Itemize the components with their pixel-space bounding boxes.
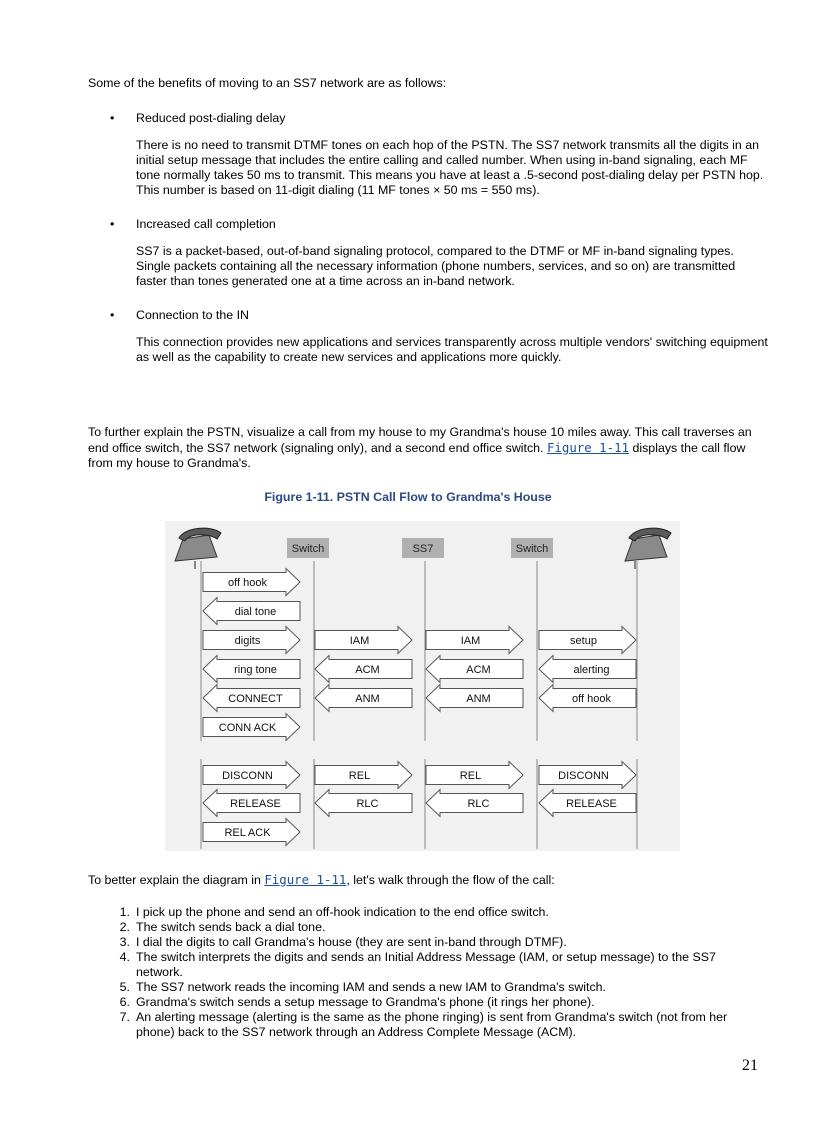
para2-text-after: displays the call flow from my house to Grandma's. bbox=[88, 441, 746, 470]
arrow-label: IAM bbox=[349, 635, 370, 647]
step-text: I pick up the phone and send an off-hook indication to the end office switch. bbox=[136, 905, 549, 919]
step-number: 4. bbox=[119, 950, 130, 964]
para3-text-after: , let's walk through the flow of the call: bbox=[346, 873, 555, 887]
call-flow-steps bbox=[88, 905, 760, 1040]
left-arrow bbox=[426, 685, 523, 712]
benefit-description: There is no need to transmit DTMF tones on each hop of the PSTN. The SS7 network transmits all the digits in an initial setup message that includes the entire calling and called number. When using in-band signaling, each MF tone normally takes 50 ms to transmit. This means you have at least a .5-second post-dialing delay per PSTN hop. This number is based on 11-digit dialing (11 MF tones × 50 ms = 550 ms). bbox=[136, 138, 764, 197]
left-arrow bbox=[203, 790, 300, 817]
left-arrow bbox=[203, 598, 300, 625]
page-number: 21 bbox=[742, 1057, 758, 1074]
step-text: An alerting message (alerting is the same as the phone ringing) is sent from Grandma's switch (not from her phone) back to the SS7 network through an Address Complete Message (ACM). bbox=[136, 1010, 728, 1039]
left-arrow bbox=[539, 656, 636, 683]
right-arrow bbox=[426, 627, 523, 654]
bullet: • bbox=[110, 217, 115, 231]
arrow-label: ACM bbox=[466, 664, 491, 676]
arrow-label: ANM bbox=[355, 693, 380, 705]
step-item bbox=[88, 905, 760, 920]
arrow-label: dial tone bbox=[234, 606, 277, 618]
arrow-label: REL ACK bbox=[224, 827, 271, 839]
arrow-label: ACM bbox=[355, 664, 380, 676]
arrow-label: REL bbox=[348, 770, 371, 782]
walkthrough-intro bbox=[88, 872, 768, 888]
benefit-description: This connection provides new applications and services transparently across multiple vendors' switching equipment as well as the capability to create new services and applications more quickly. bbox=[136, 335, 768, 364]
left-arrow bbox=[426, 790, 523, 817]
arrow-label: digits bbox=[234, 635, 261, 647]
left-arrow bbox=[203, 685, 300, 712]
bullet: • bbox=[110, 308, 115, 322]
explanation-paragraph bbox=[88, 425, 768, 471]
step-text: The SS7 network reads the incoming IAM and sends a new IAM to Grandma's switch. bbox=[136, 980, 606, 994]
benefit-title: Reduced post-dialing delay bbox=[136, 111, 286, 125]
benefit-title: Increased call completion bbox=[136, 217, 276, 231]
column-headers bbox=[287, 538, 553, 558]
header-switch-right: Switch bbox=[515, 543, 549, 555]
para3-text-before: To better explain the diagram in bbox=[88, 873, 265, 887]
benefit-title: Connection to the IN bbox=[136, 308, 249, 322]
right-arrow bbox=[426, 762, 523, 789]
benefit-item bbox=[88, 308, 768, 365]
figure-link[interactable]: Figure 1-11 bbox=[546, 440, 630, 455]
arrow-label: DISCONN bbox=[222, 770, 273, 782]
arrow-label: alerting bbox=[573, 664, 610, 676]
arrow-label: REL bbox=[459, 770, 482, 782]
right-arrow bbox=[203, 569, 300, 596]
left-arrow bbox=[539, 685, 636, 712]
step-number: 6. bbox=[119, 995, 130, 1009]
step-text: The switch sends back a dial tone. bbox=[136, 920, 326, 934]
left-arrow bbox=[203, 656, 300, 683]
right-arrow bbox=[539, 762, 636, 789]
left-arrow bbox=[315, 685, 412, 712]
left-arrow bbox=[539, 790, 636, 817]
step-item bbox=[88, 1010, 760, 1040]
step-item bbox=[88, 995, 760, 1010]
arrow-label: RELEASE bbox=[566, 798, 617, 810]
step-item bbox=[88, 980, 760, 995]
left-arrow bbox=[315, 790, 412, 817]
arrow-label: off hook bbox=[228, 577, 267, 589]
header-switch-left: Switch bbox=[291, 543, 325, 555]
arrow-label: CONNECT bbox=[228, 693, 283, 705]
left-arrow bbox=[426, 656, 523, 683]
para2-text-before: To further explain the PSTN, visualize a call from my house to my Grandma's house 10 miles away. This call traverses an end office switch, the SS7 network (signaling only), and a second end office switch. bbox=[88, 425, 752, 455]
figure-caption: Figure 1-11. PSTN Call Flow to Grandma's House bbox=[264, 490, 552, 504]
step-number: 2. bbox=[119, 920, 130, 934]
arrow-label: RLC bbox=[356, 798, 379, 810]
step-number: 5. bbox=[119, 980, 130, 994]
benefit-item bbox=[88, 111, 768, 198]
step-number: 7. bbox=[119, 1010, 130, 1024]
arrow-label: setup bbox=[570, 635, 597, 647]
right-arrow bbox=[315, 762, 412, 789]
arrow-label: RELEASE bbox=[230, 798, 281, 810]
bullet: • bbox=[110, 111, 115, 125]
arrow-label: off hook bbox=[572, 693, 611, 705]
arrow-label: IAM bbox=[460, 635, 481, 647]
right-arrow bbox=[203, 714, 300, 741]
figure-link[interactable]: Figure 1-11 bbox=[264, 872, 347, 887]
arrow-label: DISCONN bbox=[558, 770, 609, 782]
benefit-item bbox=[88, 217, 768, 289]
step-text: Grandma's switch sends a setup message to Grandma's phone (it rings her phone). bbox=[136, 995, 595, 1009]
step-text: I dial the digits to call Grandma's house (they are sent in-band through DTMF). bbox=[136, 935, 567, 949]
step-item bbox=[88, 950, 760, 980]
right-arrow bbox=[315, 627, 412, 654]
step-number: 3. bbox=[119, 935, 130, 949]
intro-paragraph: Some of the benefits of moving to an SS7 network are as follows: bbox=[88, 76, 447, 90]
arrow-label: ANM bbox=[466, 693, 491, 705]
right-arrow bbox=[203, 627, 300, 654]
header-ss7: SS7 bbox=[412, 543, 434, 555]
benefit-description: SS7 is a packet-based, out-of-band signaling protocol, compared to the DTMF or MF in-band signaling types. Single packets containing all the necessary information (phone numbers, services, and so on) are transmitted faster than tones generated one at a time across an in-band network. bbox=[136, 244, 736, 288]
arrow-label: ring tone bbox=[234, 664, 277, 676]
step-item bbox=[88, 935, 760, 950]
call-flow-diagram bbox=[165, 521, 680, 851]
benefits-list bbox=[88, 111, 768, 365]
right-arrow bbox=[203, 819, 300, 846]
step-number: 1. bbox=[119, 905, 130, 919]
arrow-label: RLC bbox=[467, 798, 490, 810]
step-text: The switch interprets the digits and sends an Initial Address Message (IAM, or setup message) to the SS7 network. bbox=[136, 950, 716, 979]
right-arrow bbox=[203, 762, 300, 789]
left-arrow bbox=[315, 656, 412, 683]
arrow-label: CONN ACK bbox=[218, 722, 277, 734]
right-arrow bbox=[539, 627, 636, 654]
step-item bbox=[88, 920, 760, 935]
